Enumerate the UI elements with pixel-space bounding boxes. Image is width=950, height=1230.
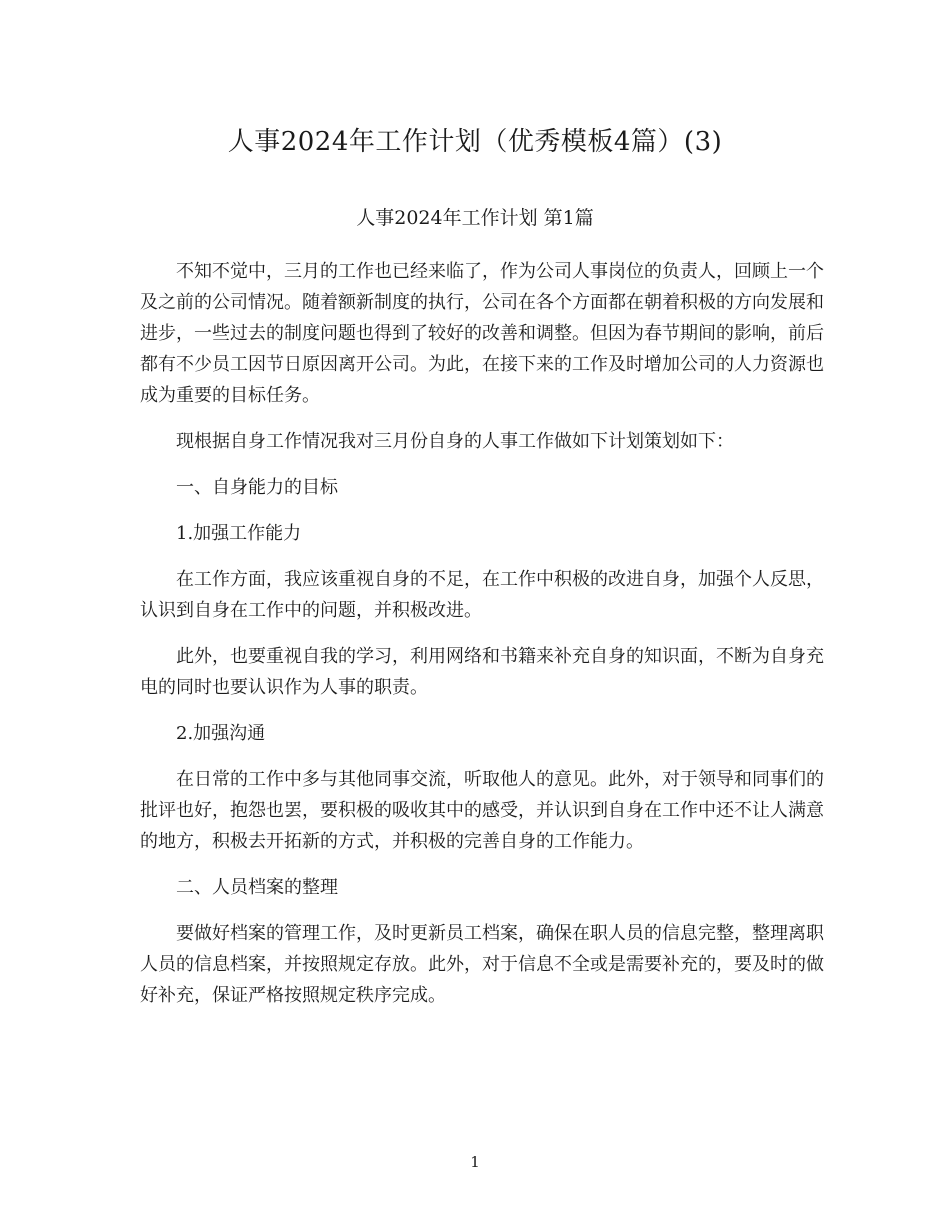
paragraph-intro: 不知不觉中，三月的工作也已经来临了，作为公司人事岗位的负责人，回顾上一个及之前的公司情况。随着额新制度的执行，公司在各个方面都在朝着积极的方向发展和进步，一些过去的制度问题也得到了较好的改善和调整。但因为春节期间的影响，前后都有不少员工因节日原因离开公司。为此，在接下来的工作及时增加公司的人力资源也成为重要的目标任务。	[140, 261, 824, 406]
heading-communication: 2.加强沟通	[176, 723, 266, 744]
document-title: 人事2024年工作计划（优秀模板4篇）(3)	[227, 127, 723, 157]
paragraph-self-study: 此外，也要重视自我的学习，利用网络和书籍来补充自身的知识面，不断为自身充电的同时也要认识作为人事的职责。	[140, 646, 824, 698]
paragraph-plan-intro: 现根据自身工作情况我对三月份自身的人事工作做如下计划策划如下：	[176, 431, 734, 452]
paragraph-personnel-files: 要做好档案的管理工作，及时更新员工档案，确保在职人员的信息完整，整理离职人员的信息档案，并按照规定存放。此外，对于信息不全或是需要补充的，要及时的做好补充，保证严格按照规定秩序完成。	[140, 923, 824, 1006]
heading-work-ability: 1.加强工作能力	[176, 523, 302, 544]
heading-self-ability: 一、自身能力的目标	[176, 477, 338, 498]
page-number: 1	[470, 1153, 480, 1171]
paragraph-communication: 在日常的工作中多与其他同事交流，听取他人的意见。此外，对于领导和同事们的批评也好，抱怨也罢，要积极的吸收其中的感受，并认识到自身在工作中还不让人满意的地方，积极去开拓新的方式，并积极的完善自身的工作能力。	[140, 769, 824, 852]
paragraph-work-ability: 在工作方面，我应该重视自身的不足，在工作中积极的改进自身，加强个人反思，认识到自身在工作中的问题，并积极改进。	[140, 569, 824, 621]
section-title: 人事2024年工作计划 第1篇	[356, 207, 594, 229]
heading-personnel-files: 二、人员档案的整理	[176, 877, 338, 898]
document-body	[140, 226, 824, 1026]
